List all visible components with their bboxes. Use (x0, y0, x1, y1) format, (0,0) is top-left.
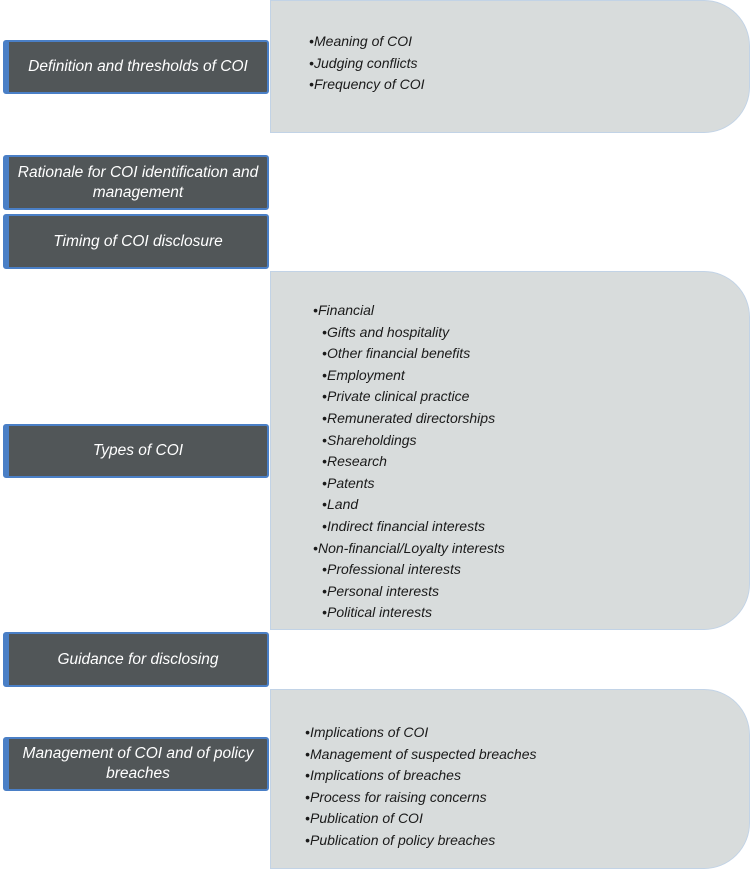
box-rationale: Rationale for COI identification and management (3, 155, 269, 210)
bullet-icon: • (322, 496, 327, 513)
bullet-icon: • (322, 323, 327, 340)
panel-types (270, 271, 750, 630)
bullet-icon: • (322, 409, 327, 426)
bullet-icon: • (322, 431, 327, 448)
bullet-icon: • (322, 561, 327, 578)
bullet-icon: • (305, 788, 310, 805)
list-item: •Political interests (313, 602, 749, 624)
list-item: •Patents (313, 473, 749, 495)
bullet-icon: • (305, 724, 310, 740)
bullet-icon: • (305, 745, 310, 762)
box-guidance: Guidance for disclosing (3, 632, 269, 687)
list-item: •Remunerated directorships (313, 408, 749, 430)
panel-management (270, 689, 750, 869)
list-item: •Land (313, 494, 749, 516)
list-item: •Personal interests (313, 581, 749, 603)
panel-definition-list (309, 31, 749, 96)
bullet-icon: • (305, 810, 310, 827)
box-definition-thresholds: Definition and thresholds of COI (3, 40, 269, 94)
bullet-icon: • (309, 54, 314, 71)
bullet-icon: • (309, 33, 314, 49)
box-timing: Timing of COI disclosure (3, 214, 269, 269)
list-item: •Frequency of COI (309, 74, 749, 96)
panel-definition (270, 0, 750, 133)
list-item: •Professional interests (313, 559, 749, 581)
list-item: •Financial (313, 300, 749, 322)
panel-types-list (313, 300, 749, 624)
list-item: •Employment (313, 365, 749, 387)
bullet-icon: • (313, 539, 318, 556)
list-item: •Non-financial/Loyalty interests (313, 538, 749, 560)
bullet-icon: • (309, 76, 314, 93)
list-item: •Publication of policy breaches (305, 830, 749, 852)
panel-management-list (305, 722, 749, 852)
bullet-icon: • (322, 345, 327, 362)
bullet-icon: • (322, 366, 327, 383)
list-item: •Implications of breaches (305, 765, 749, 787)
bullet-icon: • (313, 302, 318, 318)
bullet-icon: • (322, 517, 327, 534)
bullet-icon: • (322, 453, 327, 470)
bullet-icon: • (322, 604, 327, 621)
bullet-icon: • (322, 388, 327, 405)
bullet-icon: • (305, 767, 310, 784)
list-item: •Gifts and hospitality (313, 322, 749, 344)
bullet-icon: • (322, 582, 327, 599)
list-item: •Private clinical practice (313, 386, 749, 408)
bullet-icon: • (305, 831, 310, 848)
list-item: •Implications of COI (305, 722, 749, 744)
list-item: •Other financial benefits (313, 343, 749, 365)
list-item: •Meaning of COI (309, 31, 749, 53)
list-item: •Shareholdings (313, 430, 749, 452)
list-item: •Management of suspected breaches (305, 744, 749, 766)
list-item: •Publication of COI (305, 808, 749, 830)
list-item: •Judging conflicts (309, 53, 749, 75)
bullet-icon: • (322, 474, 327, 491)
box-management: Management of COI and of policy breaches (3, 737, 269, 791)
list-item: •Research (313, 451, 749, 473)
list-item: •Indirect financial interests (313, 516, 749, 538)
box-types: Types of COI (3, 424, 269, 478)
list-item: •Process for raising concerns (305, 787, 749, 809)
